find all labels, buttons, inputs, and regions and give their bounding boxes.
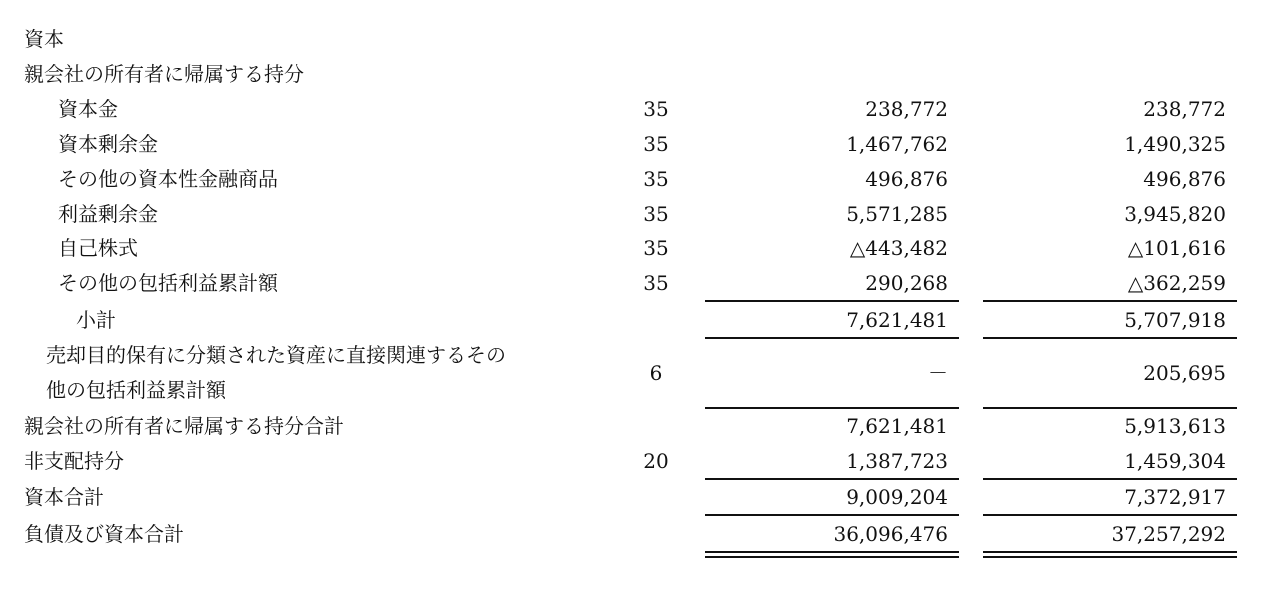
table-row xyxy=(0,231,1280,266)
row-current-value: 5,571,285 xyxy=(846,202,948,226)
table-row xyxy=(0,266,1280,301)
parent-total-current-value: 7,621,481 xyxy=(846,414,948,438)
row-current-value: 238,772 xyxy=(865,97,948,121)
subtotal-bottom-rule-current xyxy=(705,337,959,339)
grand-total-double-rule-bottom-current xyxy=(705,556,959,558)
row-note: 35 xyxy=(643,132,669,156)
subtotal-rule-current xyxy=(705,300,959,302)
row-label: その他の包括利益累計額 xyxy=(58,271,278,295)
parent-total-row xyxy=(0,409,1280,444)
table-row xyxy=(0,162,1280,197)
table-row xyxy=(0,197,1280,232)
row-label: その他の資本性金融商品 xyxy=(58,167,278,191)
non-controlling-label: 非支配持分 xyxy=(24,449,124,473)
row-prior-value: △362,259 xyxy=(1127,271,1226,295)
subtotal-prior-value: 5,707,918 xyxy=(1124,308,1226,332)
row-note: 35 xyxy=(643,271,669,295)
row-label: 利益剰余金 xyxy=(58,202,158,226)
row-current-value: 290,268 xyxy=(865,271,948,295)
equity-total-current-value: 9,009,204 xyxy=(846,485,948,509)
grand-total-double-rule-top-current xyxy=(705,551,959,553)
non-controlling-note: 20 xyxy=(643,449,669,473)
equity-total-prior-value: 7,372,917 xyxy=(1124,485,1226,509)
equity-total-label: 資本合計 xyxy=(24,485,104,509)
equity-total-row xyxy=(0,480,1280,515)
held-for-sale-label-line1: 売却目的保有に分類された資産に直接関連するその xyxy=(46,343,506,367)
row-current-value: 1,467,762 xyxy=(846,132,948,156)
subtotal-bottom-rule-prior xyxy=(983,337,1237,339)
row-current-value: △443,482 xyxy=(849,236,948,260)
grand-total-prior-value: 37,257,292 xyxy=(1111,522,1226,546)
row-prior-value: △101,616 xyxy=(1127,236,1226,260)
row-note: 35 xyxy=(643,236,669,260)
row-label: 資本剰余金 xyxy=(58,132,158,156)
grand-total-rule-current xyxy=(705,514,959,516)
non-controlling-current-value: 1,387,723 xyxy=(846,449,948,473)
row-note: 35 xyxy=(643,202,669,226)
table-row xyxy=(0,127,1280,162)
grand-total-label: 負債及び資本合計 xyxy=(24,522,184,546)
parent-total-prior-value: 5,913,613 xyxy=(1124,414,1226,438)
row-note: 35 xyxy=(643,167,669,191)
grand-total-double-rule-top-prior xyxy=(983,551,1237,553)
row-prior-value: 3,945,820 xyxy=(1124,202,1226,226)
row-note: 35 xyxy=(643,97,669,121)
grand-total-double-rule-bottom-prior xyxy=(983,556,1237,558)
held-for-sale-label-line2: 他の包括利益累計額 xyxy=(46,378,226,402)
row-label: 自己株式 xyxy=(58,236,138,260)
subtotal-label: 小計 xyxy=(76,308,116,332)
group-title: 親会社の所有者に帰属する持分 xyxy=(24,62,304,86)
subtotal-current-value: 7,621,481 xyxy=(846,308,948,332)
subtotal-rule-prior xyxy=(983,300,1237,302)
row-prior-value: 496,876 xyxy=(1143,167,1226,191)
held-for-sale-note: 6 xyxy=(649,361,663,385)
row-prior-value: 238,772 xyxy=(1143,97,1226,121)
non-controlling-row xyxy=(0,444,1280,479)
grand-total-row xyxy=(0,517,1280,552)
row-current-value: 496,876 xyxy=(865,167,948,191)
subtotal-row xyxy=(0,303,1280,338)
row-label: 資本金 xyxy=(58,97,118,121)
grand-total-rule-prior xyxy=(983,514,1237,516)
row-prior-value: 1,490,325 xyxy=(1124,132,1226,156)
non-controlling-prior-value: 1,459,304 xyxy=(1124,449,1226,473)
group-title-row xyxy=(0,57,1280,92)
grand-total-current-value: 36,096,476 xyxy=(833,522,948,546)
held-for-sale-prior-value: 205,695 xyxy=(1143,361,1226,385)
section-title: 資本 xyxy=(24,27,64,51)
held-for-sale-current-value: － xyxy=(928,361,948,385)
table-row xyxy=(0,92,1280,127)
section-title-row xyxy=(0,22,1280,57)
parent-total-label: 親会社の所有者に帰属する持分合計 xyxy=(24,414,344,438)
